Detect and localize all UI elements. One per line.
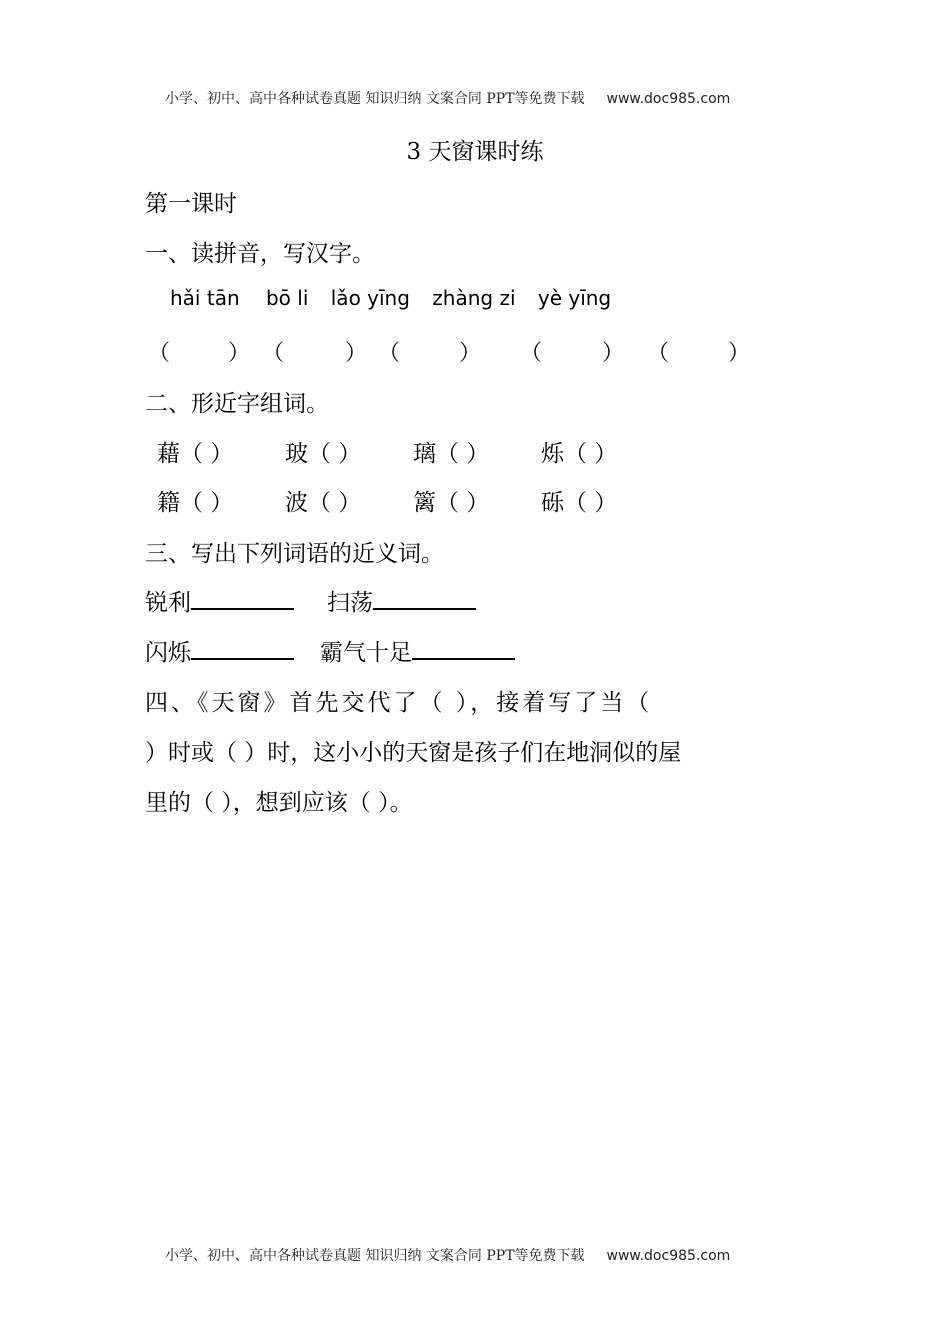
synonym-word: 扫荡: [327, 590, 373, 616]
paren-close: ）: [345, 341, 368, 366]
pinyin-item: bō li: [265, 286, 309, 310]
paren-open: （: [262, 341, 285, 366]
char-group: 籍（ ）: [157, 490, 234, 516]
synonym-word: 霸气十足: [320, 640, 412, 666]
answer-blank[interactable]: [191, 586, 294, 610]
q1-pinyin-row: [170, 286, 611, 310]
paren-open: （: [647, 341, 670, 366]
page-header: [165, 88, 730, 108]
char-group: 砾（ ）: [541, 490, 618, 516]
synonym-item: [327, 584, 476, 617]
char-group: 玻（ ）: [285, 441, 362, 467]
paren-close: ）: [602, 341, 625, 366]
paren-open: （: [378, 341, 401, 366]
q4-line-1: 四、《天窗》首先交代了（ ），接着写了当（: [145, 690, 653, 716]
synonym-word: 闪烁: [145, 640, 191, 666]
synonym-word: 锐利: [145, 590, 191, 616]
q1-heading: 一、读拼音，写汉字。: [145, 241, 375, 267]
paren-close: ）: [728, 341, 751, 366]
page-footer: [165, 1245, 730, 1265]
paren-open: （: [520, 341, 543, 366]
paren-close: ）: [459, 341, 482, 366]
header-url[interactable]: www.doc985.com: [606, 91, 731, 107]
synonym-item: [145, 634, 294, 667]
synonym-item: [320, 634, 515, 667]
answer-blank[interactable]: [373, 586, 476, 610]
answer-blank[interactable]: [412, 636, 515, 660]
q4-line-3: 里的（ ），想到应该（ ）。: [145, 790, 413, 816]
q2-heading: 二、形近字组词。: [145, 391, 329, 417]
lesson-label: 第一课时: [145, 191, 237, 217]
paren-close: ）: [228, 341, 251, 366]
pinyin-item: lǎo yīng: [330, 286, 410, 310]
pinyin-item: hǎi tān: [170, 286, 240, 310]
q3-heading: 三、写出下列词语的近义词。: [145, 541, 444, 567]
answer-blank[interactable]: [191, 636, 294, 660]
q4-line-2: ）时或（ ）时，这小小的天窗是孩子们在地洞似的屋: [145, 740, 682, 766]
header-text: 小学、初中、高中各种试卷真题 知识归纳 文案合同 PPT等免费下载: [165, 91, 585, 107]
footer-url[interactable]: www.doc985.com: [606, 1248, 731, 1264]
char-group: 波（ ）: [285, 490, 362, 516]
pinyin-item: zhàng zi: [432, 286, 516, 310]
page-title: 3 天窗课时练: [406, 139, 544, 165]
pinyin-item: yè yīng: [537, 286, 612, 310]
char-group: 璃（ ）: [413, 441, 490, 467]
footer-text: 小学、初中、高中各种试卷真题 知识归纳 文案合同 PPT等免费下载: [165, 1248, 585, 1264]
char-group: 藉（ ）: [157, 441, 234, 467]
paren-open: （: [148, 341, 171, 366]
synonym-item: [145, 584, 294, 617]
char-group: 篱（ ）: [413, 490, 490, 516]
char-group: 烁（ ）: [541, 441, 618, 467]
